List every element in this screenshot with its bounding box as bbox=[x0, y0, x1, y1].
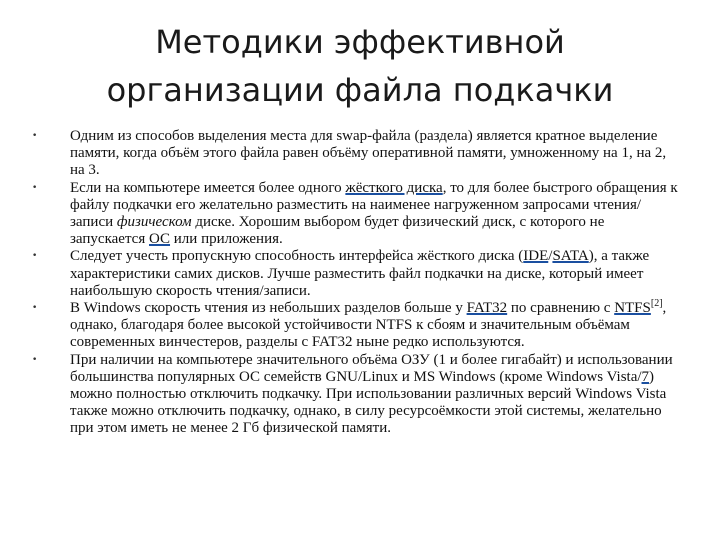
link-windows-7[interactable]: 7 bbox=[641, 368, 650, 385]
bullet-marker: • bbox=[32, 131, 38, 141]
bullet-5-text-b: ) можно полностью отключить подкачку. При использовании различных версий Windows Vista также можно отключить подкачку, однако, в силу ресурсоёмкости этой системы, желательно при этом иметь не менее 2 Гб физической памяти. bbox=[70, 368, 667, 437]
bullet-marker: • bbox=[32, 354, 38, 365]
list-item bbox=[30, 128, 680, 180]
footnote-ref[interactable]: [2] bbox=[650, 298, 663, 310]
list-item bbox=[30, 352, 680, 438]
bullet-list bbox=[30, 128, 680, 438]
bullet-marker: • bbox=[32, 303, 38, 314]
bullet-marker: • bbox=[32, 251, 38, 262]
bullet-5-text-a: При наличии на компьютере значительного объёма ОЗУ (1 и более гигабайт) и использовании большинства популярных ОС семейств GNU/Linux и MS Windows (кроме Windows Vista/ bbox=[70, 351, 673, 385]
bullet-3-sep: / bbox=[548, 248, 553, 265]
list-item bbox=[30, 300, 680, 352]
link-hard-disk[interactable]: жёсткого диска bbox=[345, 179, 443, 196]
link-os[interactable]: ОС bbox=[149, 231, 171, 248]
link-ide[interactable]: IDE bbox=[523, 248, 549, 265]
page-title bbox=[60, 18, 660, 114]
bullet-2-text-b: , то для более быстрого обращения к файлу подкачки его желательно разместить на наименее нагруженном запросами чтения/записи bbox=[70, 179, 678, 231]
link-ntfs[interactable]: NTFS bbox=[614, 300, 651, 317]
emphasis-physical: физическом bbox=[116, 214, 192, 231]
bullet-marker: • bbox=[32, 182, 38, 193]
title-line-1: Методики эффективной bbox=[155, 23, 565, 61]
bullet-4-text-a: В Windows скорость чтения из небольших разделов больше у bbox=[70, 300, 467, 317]
title-line-2: организации файла подкачки bbox=[106, 71, 614, 109]
bullet-3-text-b: ), а также характеристики самих дисков. Лучше разместить файл подкачки на диске, который имеет наибольшую скорость чтения/записи. bbox=[70, 248, 650, 299]
link-sata[interactable]: SATA bbox=[552, 248, 589, 265]
bullet-2-text-a: Если на компьютере имеется более одного bbox=[70, 179, 346, 196]
link-fat32[interactable]: FAT32 bbox=[466, 300, 508, 317]
bullet-4-text-c: , однако, благодаря более высокой устойчивости NTFS к сбоям и значительным объёмам современных винчестеров, разделы с FAT32 ныне редко используются. bbox=[70, 300, 667, 351]
bullet-text-1: Одним из способов выделения места для swap-файла (раздела) является кратное выделение памяти, когда объём этого файла равен объёму оперативной памяти, умноженному на 1, на 2, на 3. bbox=[70, 128, 667, 179]
bullet-2-text-c: диске. Хорошим выбором будет физический диск, с которого не запускается bbox=[70, 214, 605, 248]
bullet-4-text-b: по сравнению с bbox=[507, 300, 615, 317]
list-item bbox=[30, 180, 680, 249]
bullet-2-text-d: или приложения. bbox=[170, 231, 283, 248]
list-item bbox=[30, 248, 680, 300]
bullet-3-text-a: Следует учесть пропускную способность интерфейса жёсткого диска ( bbox=[70, 248, 524, 265]
